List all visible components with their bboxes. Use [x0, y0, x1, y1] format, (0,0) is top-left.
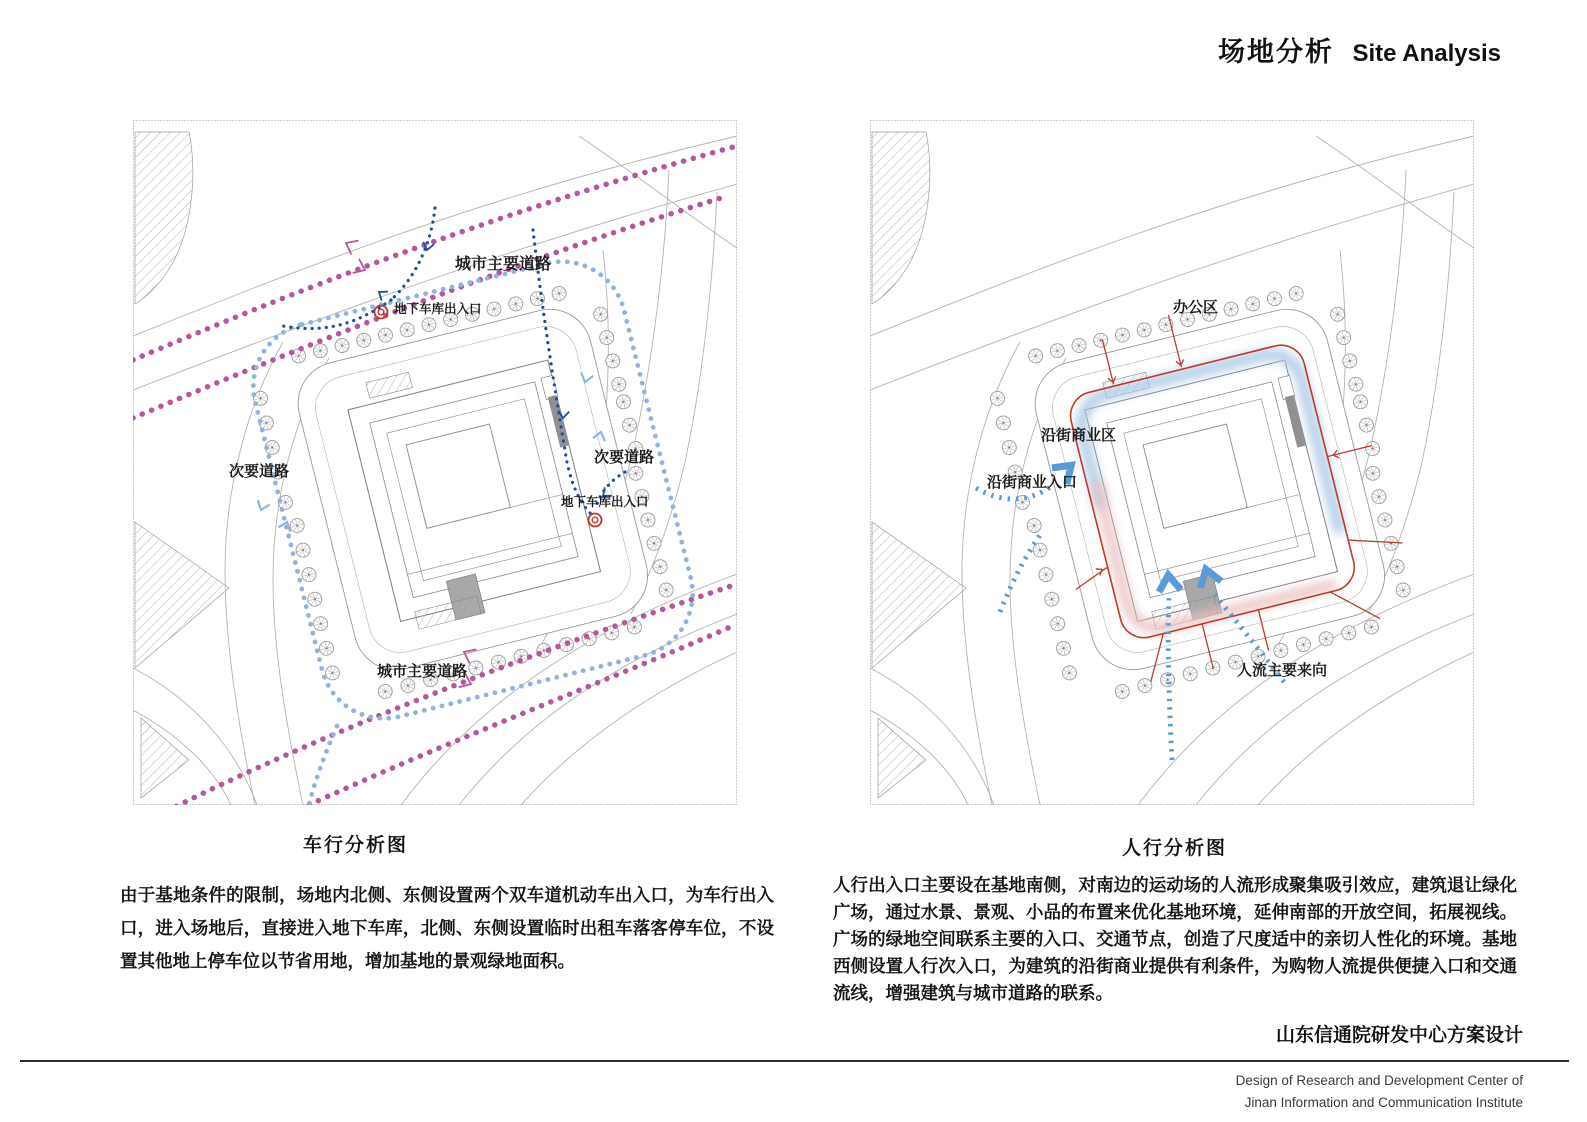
pedestrian-description: 人行出入口主要设在基地南侧，对南边的运动场的人流形成聚集吸引效应，建筑退让绿化广场，通过水景、景观、小品的布置来优化基地环境，延伸南部的开放空间，拓展视线。广场的绿地空间联系主要的入口、交通节点，创造了尺度适中的亲切人性化的环境。基地西侧设置人行次入口，为建筑的沿街商业提供有利条件，为购物人流提供便捷入口和交通流线，增强建筑与城市道路的联系。 [833, 875, 1517, 1003]
page-title-en: Site Analysis [1352, 40, 1501, 67]
vehicle-analysis-diagram [133, 120, 737, 805]
pedestrian-analysis-map [870, 120, 1474, 805]
vehicle-diagram-caption: 车行分析图 [303, 835, 409, 856]
project-title-zh: 山东信通院研发中心方案设计 [1275, 1025, 1523, 1046]
label-main-pedestrian-flow: 人流主要来向 [1237, 662, 1328, 679]
page-title-zh: 场地分析 [1218, 37, 1334, 67]
pedestrian-analysis-diagram [870, 120, 1474, 805]
label-garage-entrance-north: 地下车库出入口 [394, 302, 482, 316]
label-main-road-south: 城市主要道路 [377, 663, 468, 680]
label-street-commercial-area: 沿街商业区 [1041, 427, 1117, 444]
label-garage-entrance-east: 地下车库出入口 [561, 495, 649, 509]
project-title-en-line2: Jinan Information and Communication Institute [1244, 1095, 1523, 1110]
label-street-commercial-entrance: 沿街商业入口 [987, 474, 1078, 491]
label-office-area: 办公区 [1173, 299, 1219, 316]
pedestrian-diagram-caption: 人行分析图 [1122, 838, 1228, 859]
project-title-en-line1: Design of Research and Development Center of [1235, 1073, 1523, 1088]
footer-divider [20, 1060, 1569, 1062]
label-secondary-road-west: 次要道路 [229, 463, 290, 480]
label-main-road-north: 城市主要道路 [455, 256, 552, 273]
project-title-en [1236, 1070, 1523, 1114]
label-secondary-road-east: 次要道路 [594, 449, 655, 466]
vehicle-description: 由于基地条件的限制，场地内北侧、东侧设置两个双车道机动车出入口，为车行出入口，进入场地后，直接进入地下车库，北侧、东侧设置临时出租车落客停车位，不设置其他地上停车位以节省用地，增加基地的景观绿地面积。 [120, 885, 774, 971]
page-title [1218, 30, 1501, 69]
